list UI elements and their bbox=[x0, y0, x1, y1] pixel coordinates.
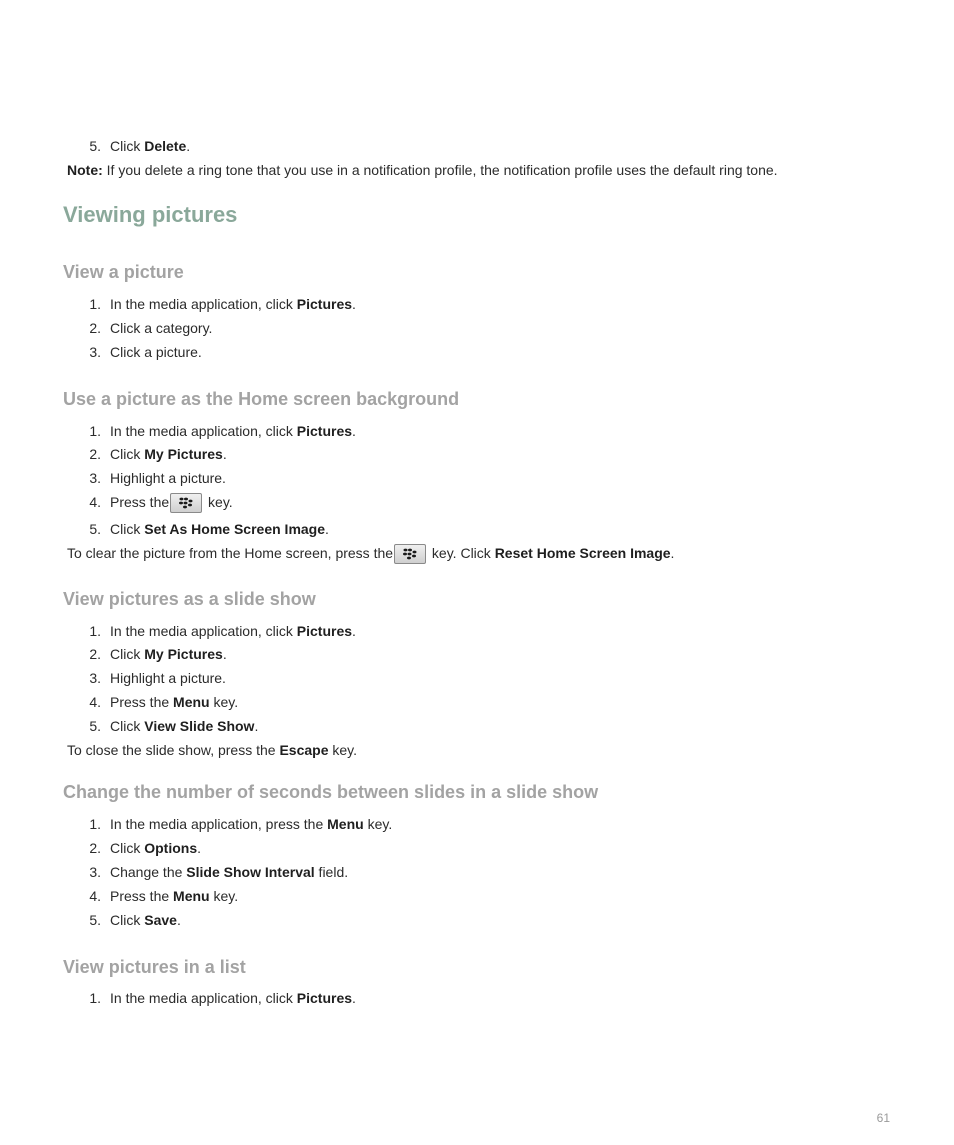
note: Note: If you delete a ring tone that you use in a notification profile, the notification profile uses the default ring tone. bbox=[67, 162, 778, 178]
heading-home-screen-background: Use a picture as the Home screen background bbox=[63, 389, 460, 409]
blackberry-menu-key-icon bbox=[394, 544, 426, 564]
page-title: Viewing pictures bbox=[63, 202, 238, 227]
heading-view-a-picture: View a picture bbox=[63, 262, 184, 282]
heading-slide-show: View pictures as a slide show bbox=[63, 589, 316, 609]
blackberry-menu-key-icon bbox=[170, 493, 202, 513]
heading-view-in-list: View pictures in a list bbox=[63, 957, 246, 977]
heading-slide-interval: Change the number of seconds between slides in a slide show bbox=[63, 782, 599, 802]
clear-picture-note: To clear the picture from the Home screen, press the key. Click Reset Home Screen Image. bbox=[67, 544, 674, 564]
close-slideshow-note: To close the slide show, press the Escape key. bbox=[67, 742, 358, 758]
page-number: 61 bbox=[876, 1111, 890, 1125]
